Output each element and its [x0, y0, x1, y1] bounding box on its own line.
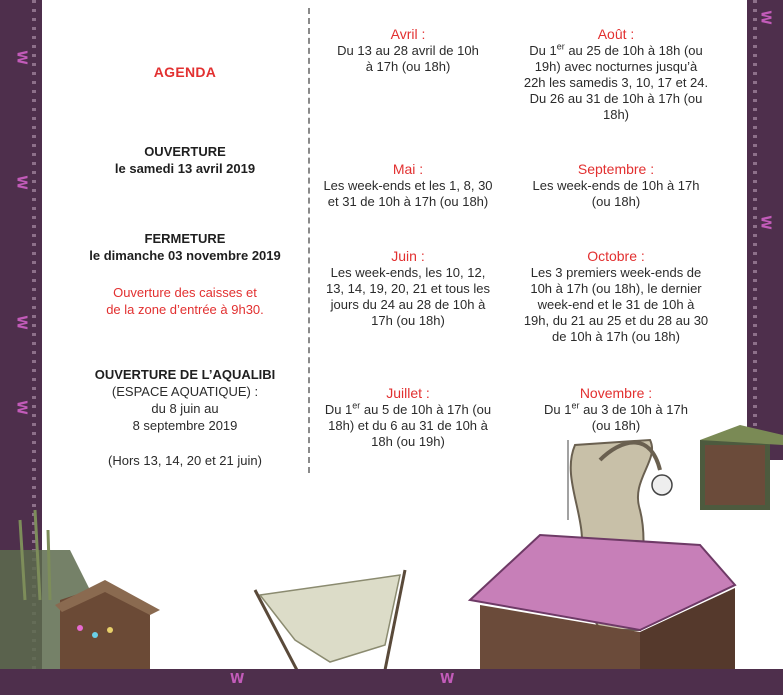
w-glyph-icon: W	[13, 400, 29, 415]
w-glyph-icon: W	[230, 672, 245, 687]
w-glyph-icon: W	[13, 315, 29, 330]
aqualibi-block: OUVERTURE DE L’AQUALIBI (ESPACE AQUATIQUE) : du 8 juin au 8 septembre 2019 (Hors 13, 14, 20 et 21 juin)	[60, 366, 310, 469]
aqualibi-label: OUVERTURE DE L’AQUALIBI	[94, 367, 276, 382]
opening-date: le samedi 13 avril 2019	[114, 161, 256, 176]
hanging-cloth-icon	[260, 575, 400, 662]
month-aout: Août : Du 1er au 25 de 10h à 18h (ou 19h) avec nocturnes jusqu’à 22h les samedis 3, 10, 17 et 24. Du 26 au 31 de 10h à 17h (ou 18h)	[523, 26, 709, 122]
w-glyph-icon: W	[440, 672, 455, 687]
opening-block	[60, 143, 310, 177]
agenda-heading: AGENDA	[153, 64, 217, 80]
month-novembre: Novembre : Du 1er au 3 de 10h à 17h (ou 18h)	[544, 385, 688, 433]
w-glyph-icon: W	[13, 50, 29, 65]
closing-block	[60, 230, 310, 264]
w-glyph-icon: W	[757, 10, 773, 25]
right-decorative-border	[747, 0, 783, 460]
closing-label: FERMETURE	[144, 231, 226, 246]
closing-date: le dimanche 03 novembre 2019	[89, 248, 281, 263]
w-glyph-icon: W	[13, 175, 29, 190]
aqualibi-note: (Hors 13, 14, 20 et 21 juin)	[108, 453, 262, 468]
w-glyph-icon: W	[757, 215, 773, 230]
opening-label: OUVERTURE	[144, 144, 226, 159]
month-mai: Mai : Les week-ends et les 1, 8, 30 et 31 de 10h à 17h (ou 18h)	[323, 161, 493, 209]
month-octobre: Octobre : Les 3 premiers week-ends de 10h à 17h (ou 18h), le dernier week-end et le 31 de 10h à 19h, du 21 au 25 et du 28 au 30 de 10h à 17h (ou 18h)	[523, 248, 709, 344]
entry-notice: Ouverture des caisses et de la zone d’entrée à 9h30.	[106, 285, 264, 317]
bottom-decorative-band	[0, 669, 783, 695]
month-juillet: Juillet : Du 1er au 5 de 10h à 17h (ou 18h) et du 6 au 31 de 10h à 18h (ou 19h)	[324, 385, 492, 449]
month-septembre: Septembre : Les week-ends de 10h à 17h (ou 18h)	[532, 161, 700, 209]
month-juin: Juin : Les week-ends, les 10, 12, 13, 14, 19, 20, 21 et tous les jours du 24 au 28 de 10h à 17h (ou 18h)	[325, 248, 491, 328]
month-avril: Avril : Du 13 au 28 avril de 10h à 17h (ou 18h)	[337, 26, 479, 74]
